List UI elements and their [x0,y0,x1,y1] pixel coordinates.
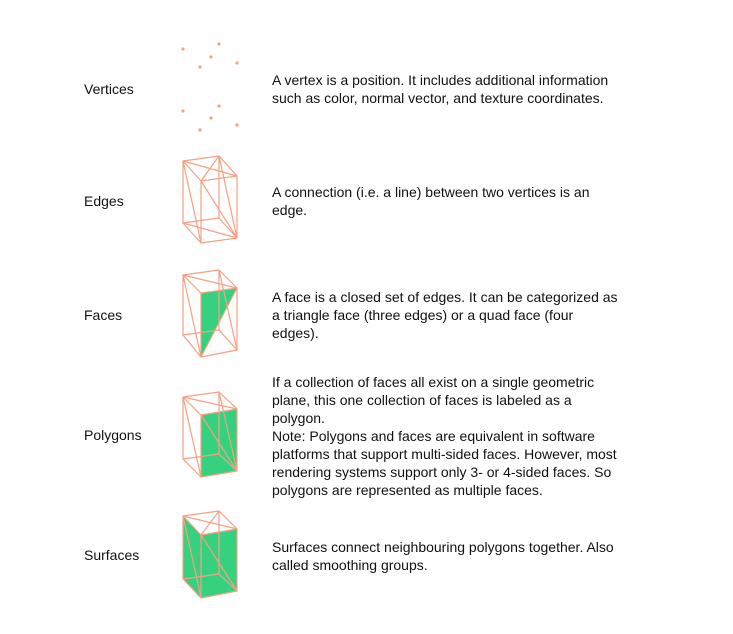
vertex-dot [181,47,184,50]
term-vertices: Vertices [84,81,134,97]
vertex-dot [235,123,238,126]
description-line: rendering systems support only 3- or 4-sided faces. So [272,464,612,480]
vertex-dot [217,104,220,107]
vertex-dot [198,65,201,68]
description-line: A connection (i.e. a line) between two vertices is an [272,184,590,200]
edge-lines [183,156,237,243]
vertex-dot [217,42,220,45]
description-line: A face is a closed set of edges. It can be categorized as [272,289,618,305]
description-line: plane, this one collection of faces is labeled as a [272,392,572,408]
description-line: A vertex is a position. It includes additional information [272,72,609,88]
description-line: polygon. [272,410,325,426]
description-line: such as color, normal vector, and texture coordinates. [272,90,604,106]
description-line: polygons are represented as multiple faces. [272,482,543,498]
description-line: Surfaces connect neighbouring polygons together. Also [272,539,614,555]
description-line: platforms that support multi-sided faces. However, most [272,446,617,462]
faces-icon [183,270,237,357]
description-line: edge. [272,202,308,218]
vertex-dot [198,128,201,131]
vertex-dot [209,55,212,58]
term-edges: Edges [84,193,124,209]
term-polygons: Polygons [84,427,142,443]
vertex-dot [209,116,212,119]
edges-icon [183,156,237,243]
vertices-icon [181,42,238,131]
term-faces: Faces [84,307,123,323]
description-line: If a collection of faces all exist on a single geometric [272,374,595,390]
description-line: edges). [272,325,319,341]
description-line: a triangle face (three edges) or a quad face (four [272,307,574,323]
vertex-dot [235,61,238,64]
polygons-icon [183,392,237,477]
description-line: called smoothing groups. [272,557,428,573]
term-surfaces: Surfaces [84,547,140,563]
surfaces-icon [183,511,237,598]
vertex-dot [181,109,184,112]
description-line: Note: Polygons and faces are equivalent in software [272,428,595,444]
